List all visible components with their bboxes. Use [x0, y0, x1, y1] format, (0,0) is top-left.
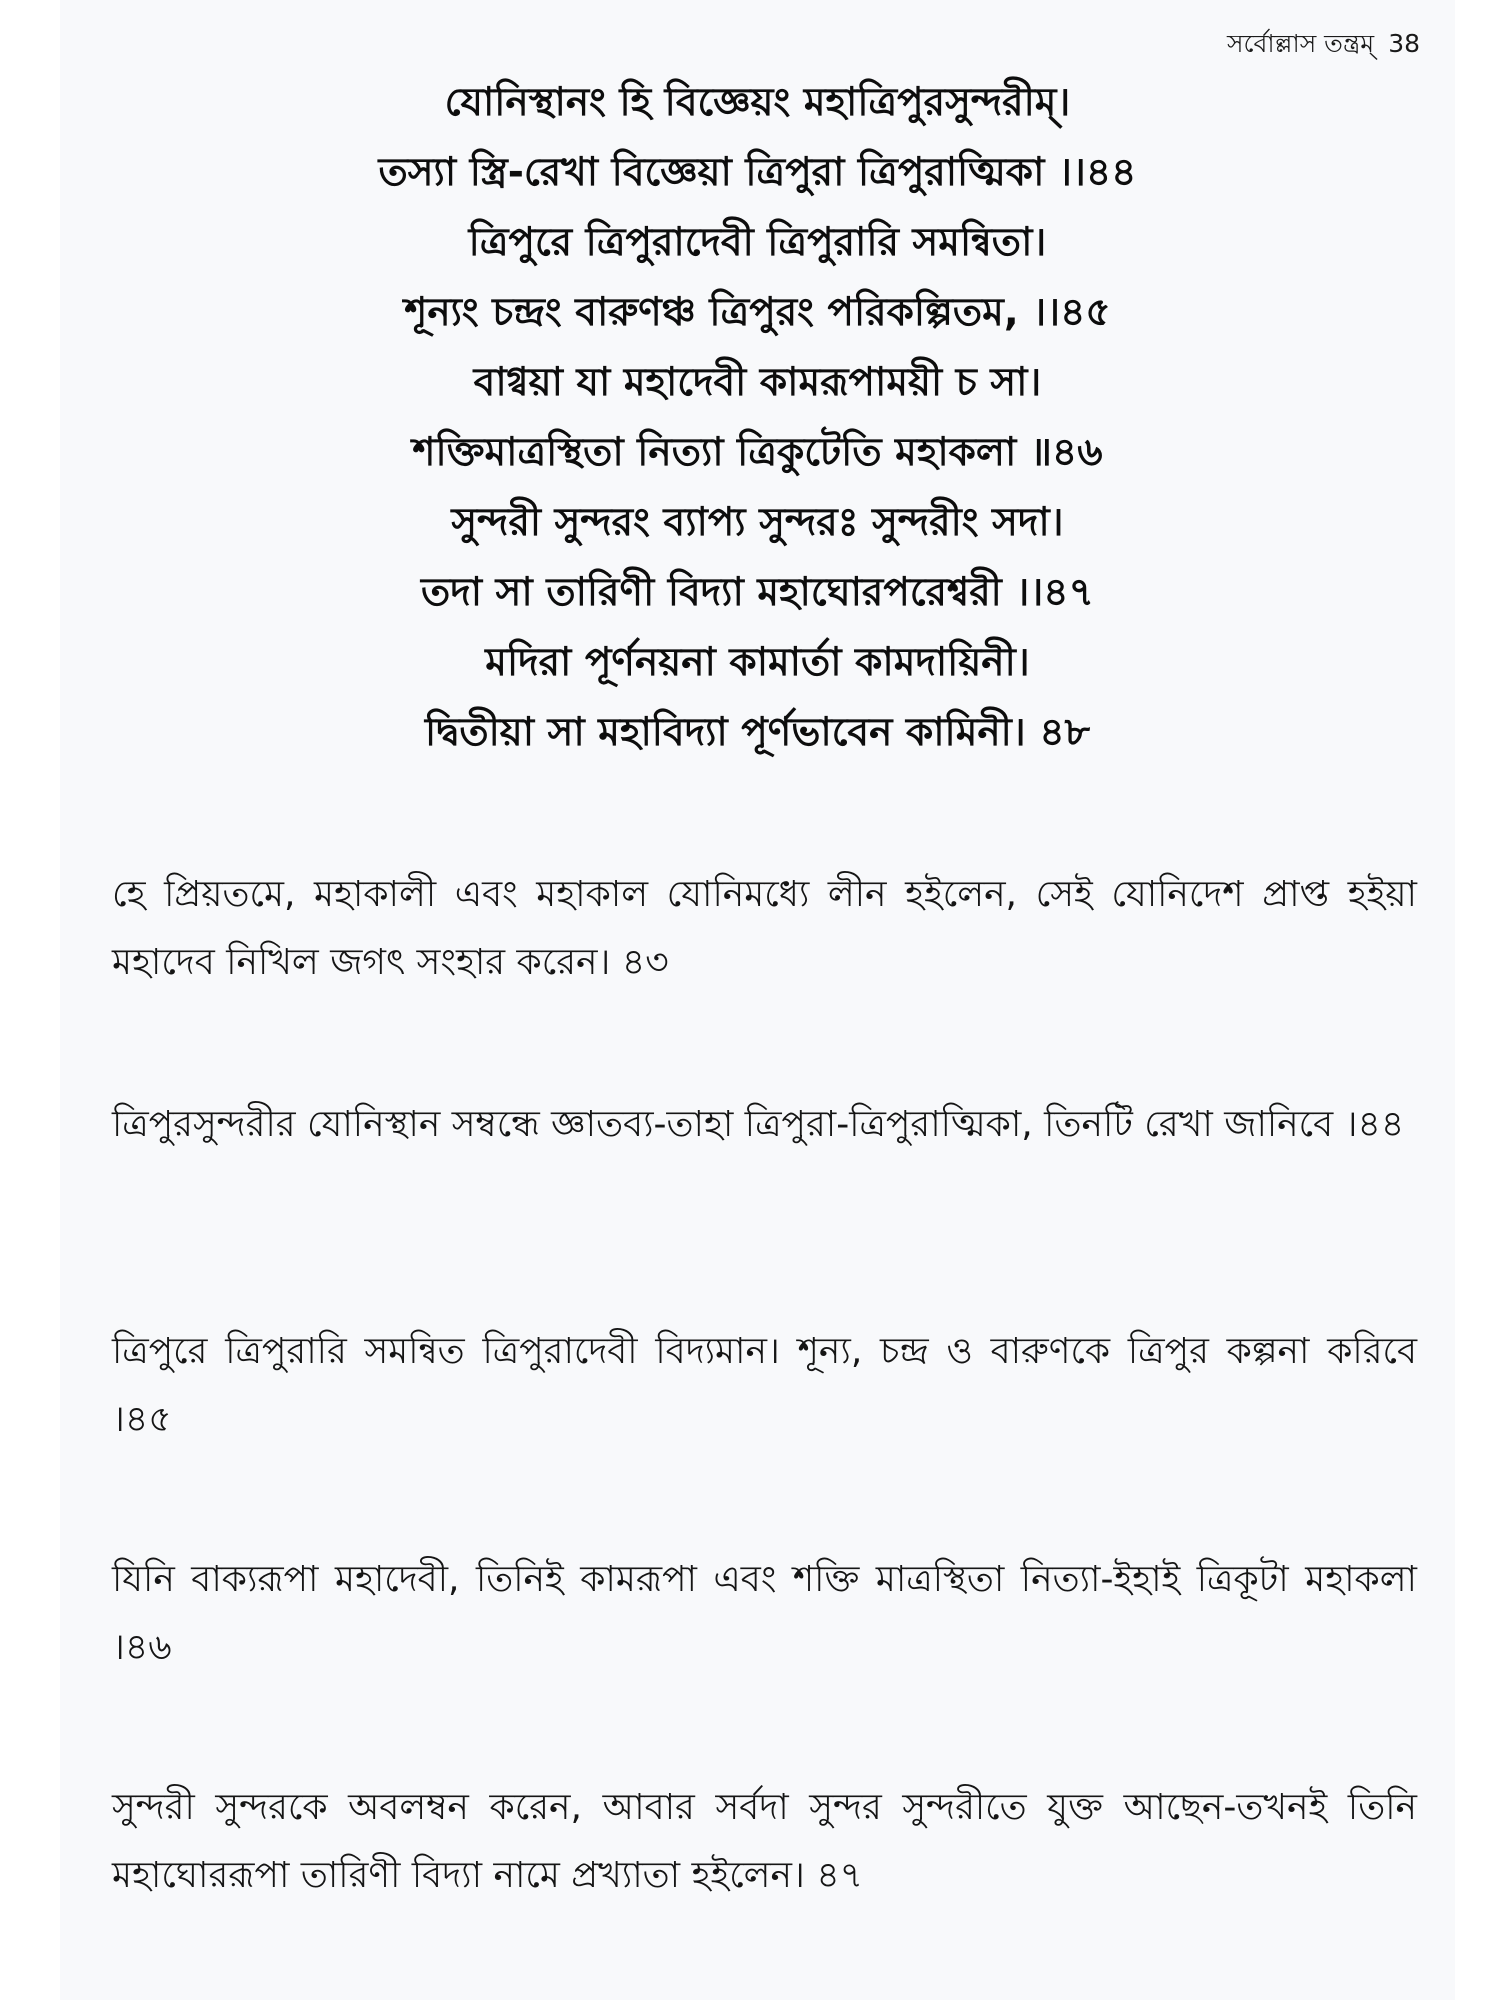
- verse-number: ।৪৬: [112, 1627, 172, 1668]
- sanskrit-verse-block: [60, 68, 1455, 768]
- translation-paragraph-44: [112, 1091, 1417, 1159]
- verse-number: ।৪৫: [112, 1399, 172, 1440]
- verse-line: বাগ্বয়া যা মহাদেবী কামরূপাময়ী চ সা।: [473, 360, 1042, 405]
- verse-line: তস্যা স্ত্রি-রেখা বিজ্ঞেয়া ত্রিপুরা ত্রিপুরাত্মিকা ।।৪৪: [378, 150, 1137, 195]
- verse-line: তদা সা তারিণী বিদ্যা মহাঘোরপরেশ্বরী ।।৪৭: [421, 570, 1094, 615]
- running-header: [1227, 24, 1420, 67]
- verse-line: দ্বিতীয়া সা মহাবিদ্যা পূর্ণভাবেন কামিনী। ৪৮: [425, 710, 1090, 755]
- translation-paragraph-47: [112, 1774, 1417, 1910]
- paragraph-text: ত্রিপুরসুন্দরীর যোনিস্থান সম্বন্ধে জ্ঞাতব্য-তাহা ত্রিপুরা-ত্রিপুরাত্মিকা, তিনটি রেখা জানিবে: [112, 1104, 1334, 1145]
- verse-line: শক্তিমাত্রস্থিতা নিত্যা ত্রিকুটেতি মহাকলা ॥৪৬: [412, 430, 1103, 475]
- verse-number: ৪৭: [816, 1855, 864, 1896]
- paragraph-text: সুন্দরী সুন্দরকে অবলম্বন করেন, আবার সর্বদা সুন্দর সুন্দরীতে যুক্ত আছেন-তখনই তিনি মহাঘোররূপা তারিণী বিদ্যা নামে প্রখ্যাতা হইলেন।: [112, 1787, 1417, 1896]
- verse-line: যোনিস্থানং হি বিজ্ঞেয়ং মহাত্রিপুরসুন্দরীম্।: [444, 80, 1071, 125]
- paragraph-text: ত্রিপুরে ত্রিপুরারি সমন্বিত ত্রিপুরাদেবী বিদ্যমান। শূন্য, চন্দ্র ও বারুণকে ত্রিপুর কল্পনা করিবে: [112, 1331, 1417, 1372]
- translation-paragraph-46: [112, 1546, 1417, 1682]
- verse-line: ত্রিপুরে ত্রিপুরাদেবী ত্রিপুরারি সমন্বিতা।: [468, 220, 1047, 265]
- verse-number: ৪৩: [621, 942, 669, 983]
- verse-line: মদিরা পূর্ণনয়না কামার্তা কামদায়িনী।: [485, 640, 1030, 685]
- paragraph-text: যিনি বাক্যরূপা মহাদেবী, তিনিই কামরূপা এবং শক্তি মাত্রস্থিতা নিত্যা-ইহাই ত্রিকূটা মহাকলা: [112, 1559, 1417, 1600]
- book-title: সর্বোল্লাস তন্ত্রম্: [1226, 29, 1375, 58]
- paragraph-text: হে প্রিয়তমে, মহাকালী এবং মহাকাল যোনিমধ্যে লীন হইলেন, সেই যোনিদেশ প্রাপ্ত হইয়া মহাদেব নিখিল জগৎ সংহার করেন।: [112, 874, 1417, 983]
- translation-paragraph-45: [112, 1318, 1417, 1454]
- page-number: 38: [1388, 29, 1420, 58]
- verse-line: শূন্যং চন্দ্রং বারুণঞ্চ ত্রিপুরং পরিকল্পিতম, ।।৪৫: [404, 290, 1111, 335]
- translation-paragraph-43: [112, 861, 1417, 997]
- verse-number: ।৪৪: [1344, 1104, 1405, 1145]
- verse-line: সুন্দরী সুন্দরং ব্যাপ্য সুন্দরঃ সুন্দরীং সদা।: [451, 500, 1064, 545]
